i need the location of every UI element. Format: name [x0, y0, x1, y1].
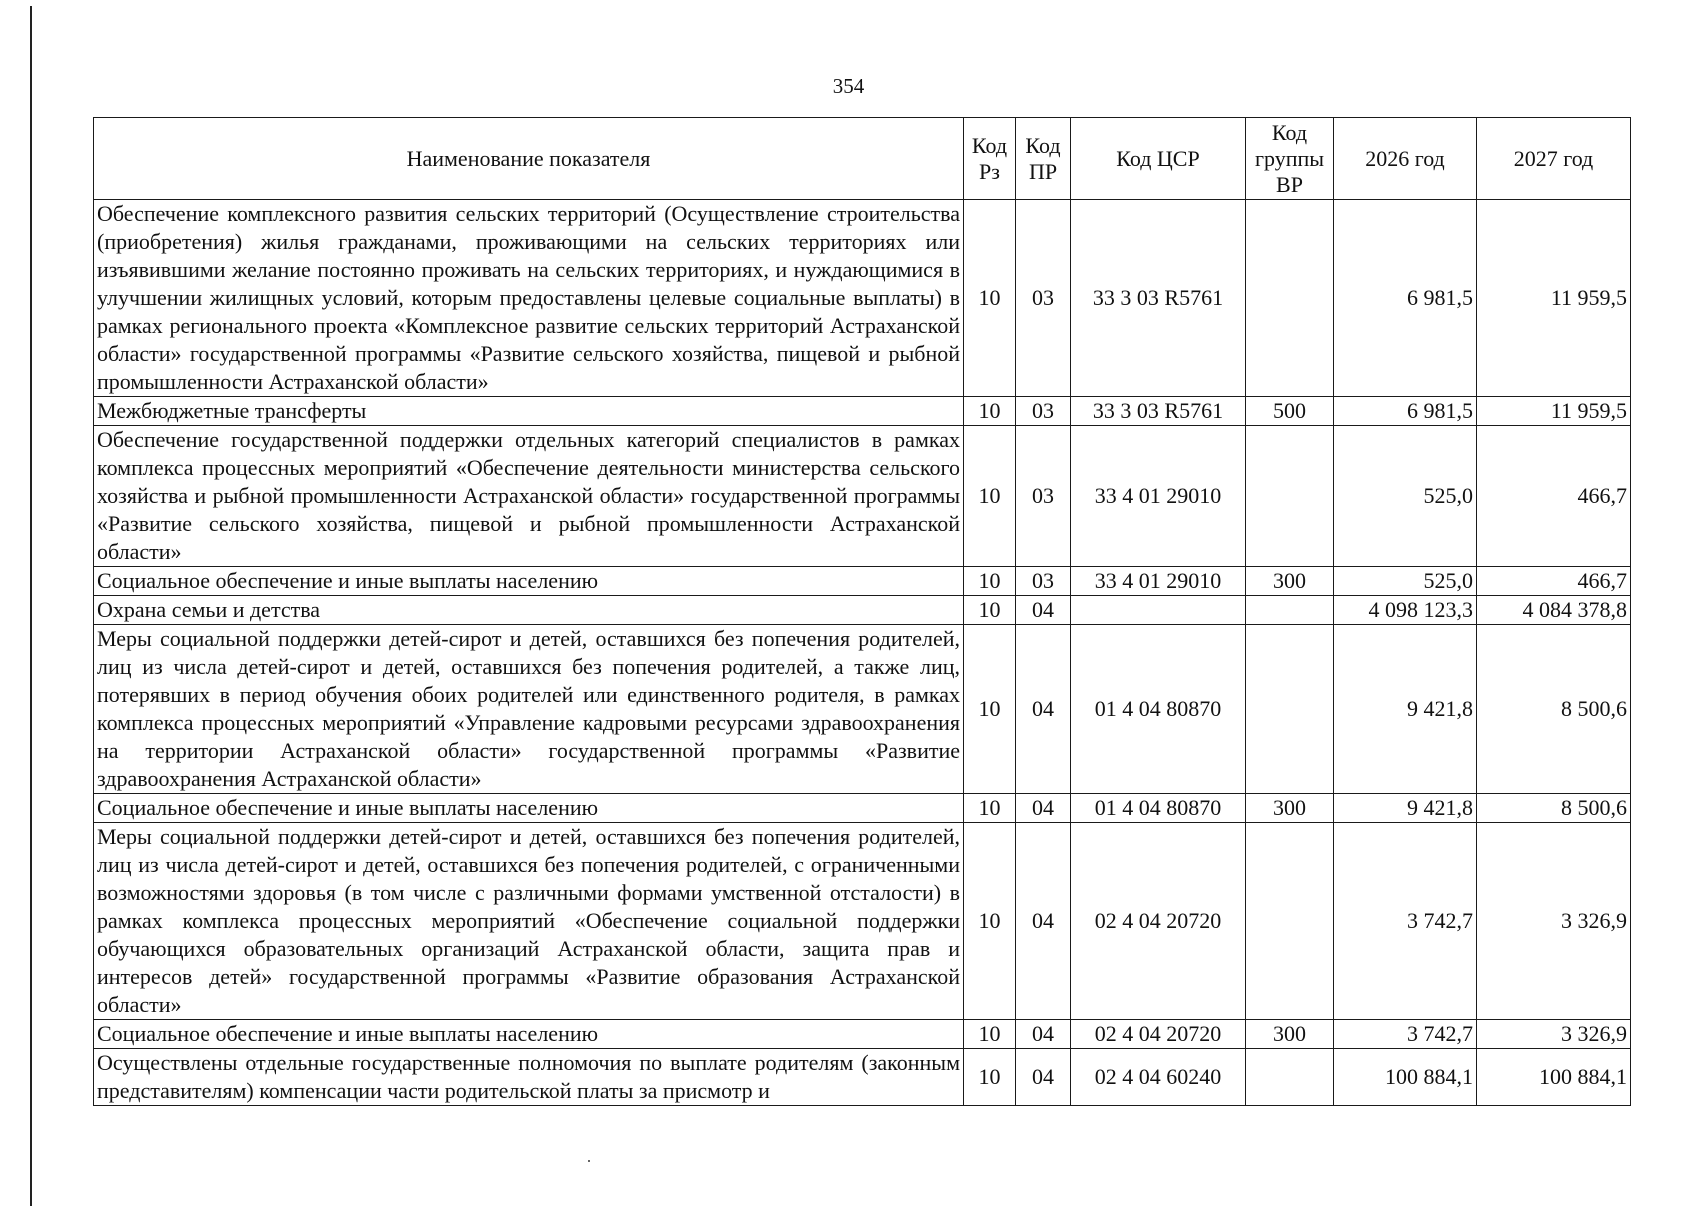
header-vr: Код группы ВР [1246, 118, 1334, 200]
table-header-row [94, 118, 1631, 200]
row-rz: 10 [964, 625, 1016, 794]
header-name: Наименование показателя [94, 118, 964, 200]
table-row [94, 200, 1631, 397]
row-2026: 6 981,5 [1334, 397, 1477, 426]
row-rz: 10 [964, 1020, 1016, 1049]
row-name: Социальное обеспечение и иные выплаты населению [94, 1020, 964, 1049]
row-csr [1071, 596, 1246, 625]
row-2027: 466,7 [1477, 567, 1631, 596]
row-name: Обеспечение государственной поддержки отдельных категорий специалистов в рамках комплекса процессных мероприятий «Обеспечение деятельности министерства сельского хозяйства и рыбной промышленности Астраханской области» государственной программы «Развитие сельского хозяйства, пищевой и рыбной промышленности Астраханской области» [94, 426, 964, 567]
row-2027: 4 084 378,8 [1477, 596, 1631, 625]
row-2026: 9 421,8 [1334, 625, 1477, 794]
row-csr: 02 4 04 60240 [1071, 1049, 1246, 1106]
page-number: 354 [832, 74, 865, 98]
row-csr: 33 4 01 29010 [1071, 426, 1246, 567]
table-row [94, 1020, 1631, 1049]
row-vr [1246, 1049, 1334, 1106]
row-vr: 500 [1246, 397, 1334, 426]
row-2027: 8 500,6 [1477, 625, 1631, 794]
row-pr: 03 [1016, 200, 1071, 397]
row-2026: 4 098 123,3 [1334, 596, 1477, 625]
row-rz: 10 [964, 1049, 1016, 1106]
row-2027: 466,7 [1477, 426, 1631, 567]
row-rz: 10 [964, 200, 1016, 397]
row-rz: 10 [964, 397, 1016, 426]
row-pr: 04 [1016, 1020, 1071, 1049]
table-row [94, 823, 1631, 1020]
header-csr: Код ЦСР [1071, 118, 1246, 200]
row-csr: 01 4 04 80870 [1071, 794, 1246, 823]
row-pr: 03 [1016, 567, 1071, 596]
row-rz: 10 [964, 596, 1016, 625]
table-row [94, 1049, 1631, 1106]
row-2027: 8 500,6 [1477, 794, 1631, 823]
row-name: Социальное обеспечение и иные выплаты населению [94, 567, 964, 596]
row-name: Межбюджетные трансферты [94, 397, 964, 426]
row-vr: 300 [1246, 1020, 1334, 1049]
row-name: Обеспечение комплексного развития сельских территорий (Осуществление строительства (приобретения) жилья гражданами, проживающими на сельских территориях или изъявившими желание постоянно проживать на сельских территориях, и нуждающимися в улучшении жилищных условий, которым предоставлены целевые социальные выплаты) в рамках регионального проекта «Комплексное развитие сельских территорий Астраханской области» государственной программы «Развитие сельского хозяйства, пищевой и рыбной промышленности Астраханской области» [94, 200, 964, 397]
row-2026: 100 884,1 [1334, 1049, 1477, 1106]
table-row [94, 625, 1631, 794]
row-2026: 3 742,7 [1334, 1020, 1477, 1049]
table-row [94, 567, 1631, 596]
row-2026: 9 421,8 [1334, 794, 1477, 823]
row-name: Меры социальной поддержки детей-сирот и детей, оставшихся без попечения родителей, лиц из числа детей-сирот и детей, оставшихся без попечения родителей, а также лиц, потерявших в период обучения обоих родителей или единственного родителя, в рамках комплекса процессных мероприятий «Управление кадровыми ресурсами здравоохранения на территории Астраханской области» государственной программы «Развитие здравоохранения Астраханской области» [94, 625, 964, 794]
row-pr: 04 [1016, 596, 1071, 625]
table-row [94, 397, 1631, 426]
row-2026: 3 742,7 [1334, 823, 1477, 1020]
scan-speck [588, 1160, 590, 1162]
row-csr: 02 4 04 20720 [1071, 1020, 1246, 1049]
row-pr: 04 [1016, 1049, 1071, 1106]
row-csr: 02 4 04 20720 [1071, 823, 1246, 1020]
header-rz: Код Рз [964, 118, 1016, 200]
row-vr [1246, 200, 1334, 397]
row-csr: 33 4 01 29010 [1071, 567, 1246, 596]
row-name: Охрана семьи и детства [94, 596, 964, 625]
row-2026: 6 981,5 [1334, 200, 1477, 397]
row-pr: 04 [1016, 823, 1071, 1020]
row-vr [1246, 625, 1334, 794]
table-row [94, 794, 1631, 823]
row-vr [1246, 823, 1334, 1020]
table-row [94, 596, 1631, 625]
row-2027: 3 326,9 [1477, 1020, 1631, 1049]
row-2026: 525,0 [1334, 567, 1477, 596]
row-vr [1246, 426, 1334, 567]
row-name: Социальное обеспечение и иные выплаты населению [94, 794, 964, 823]
binding-margin-line [30, 6, 32, 1206]
row-csr: 01 4 04 80870 [1071, 625, 1246, 794]
row-pr: 03 [1016, 426, 1071, 567]
table-row [94, 426, 1631, 567]
row-2026: 525,0 [1334, 426, 1477, 567]
header-pr: Код ПР [1016, 118, 1071, 200]
row-pr: 04 [1016, 625, 1071, 794]
row-2027: 3 326,9 [1477, 823, 1631, 1020]
row-rz: 10 [964, 426, 1016, 567]
row-rz: 10 [964, 567, 1016, 596]
row-2027: 100 884,1 [1477, 1049, 1631, 1106]
row-2027: 11 959,5 [1477, 397, 1631, 426]
row-name: Осуществлены отдельные государственные полномочия по выплате родителям (законным представителям) компенсации части родительской платы за присмотр и [94, 1049, 964, 1106]
row-csr: 33 3 03 R5761 [1071, 200, 1246, 397]
row-name: Меры социальной поддержки детей-сирот и детей, оставшихся без попечения родителей, лиц из числа детей-сирот и детей, оставшихся без попечения родителей, с ограниченными возможностями здоровья (в том числе с различными формами умственной отсталости) в рамках комплекса процессных мероприятий «Обеспечение социальной поддержки обучающихся образовательных организаций Астраханской области, защита прав и интересов детей» государственной программы «Развитие образования Астраханской области» [94, 823, 964, 1020]
row-2027: 11 959,5 [1477, 200, 1631, 397]
row-rz: 10 [964, 823, 1016, 1020]
row-pr: 04 [1016, 794, 1071, 823]
row-pr: 03 [1016, 397, 1071, 426]
row-rz: 10 [964, 794, 1016, 823]
row-vr: 300 [1246, 794, 1334, 823]
row-vr: 300 [1246, 567, 1334, 596]
header-2027: 2027 год [1477, 118, 1631, 200]
row-csr: 33 3 03 R5761 [1071, 397, 1246, 426]
header-2026: 2026 год [1334, 118, 1477, 200]
row-vr [1246, 596, 1334, 625]
budget-table [93, 117, 1631, 1106]
